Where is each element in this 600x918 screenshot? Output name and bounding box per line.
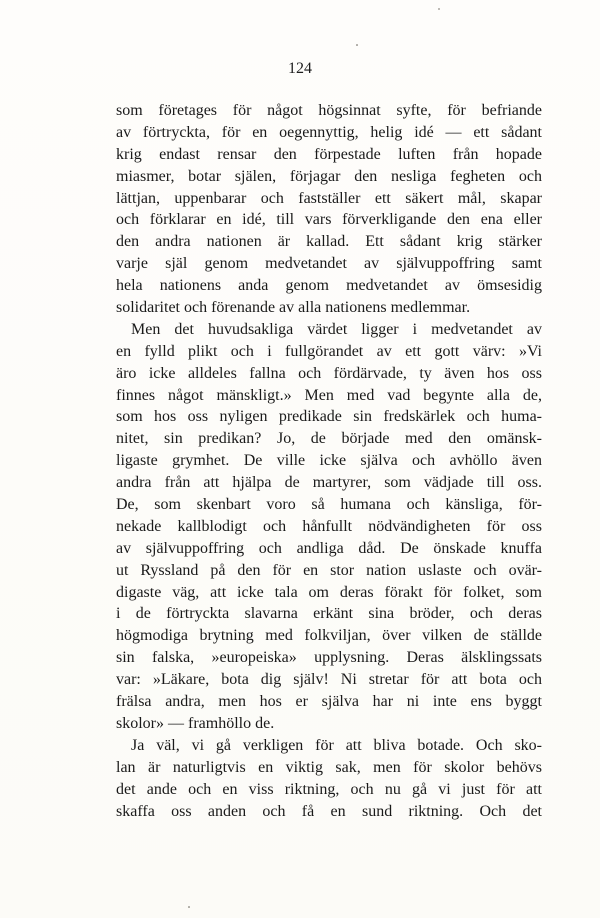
paper-speck xyxy=(438,8,440,10)
text-line: nekade kallblodigt och hånfullt nödvändigheten för oss xyxy=(116,517,542,535)
text-line: och förklarar en idé, till vars förverkligande den ena eller xyxy=(116,211,542,229)
text-line: sin falska, »europeiska» upplysning. Deras älsklingssats xyxy=(116,649,542,667)
text-line: i de förtryckta slavarna erkänt sina bröder, och deras xyxy=(116,605,542,623)
text-line: hela nationens anda genom medvetandet av ömsesidig xyxy=(116,277,542,295)
text-line: var: »Läkare, bota dig själv! Ni stretar för att bota och xyxy=(116,671,542,689)
text-line: en fylld plikt och i fullgörandet av ett gott värv: »Vi xyxy=(116,342,542,360)
text-line: av förtryckta, för en oegennyttig, helig idé — ett sådant xyxy=(116,123,542,141)
text-line: miasmer, botar själen, förjagar den nesliga fegheten och xyxy=(116,167,542,185)
text-line: ut Ryssland på den för en stor nation uslaste och ovär- xyxy=(116,561,542,579)
text-line: varje själ genom medvetandet av självuppoffring samt xyxy=(116,255,542,273)
text-line: krig endast rensar den förpestade luften från hopade xyxy=(116,145,542,163)
page-number: 124 xyxy=(288,60,312,77)
text-line: solidaritet och förenande av alla nationens medlemmar. xyxy=(116,299,471,317)
text-line: andra från att hjälpa de martyrer, som vädjade till oss. xyxy=(116,474,542,492)
text-line: skolor» — framhöllo de. xyxy=(116,714,275,732)
paper-speck xyxy=(356,44,358,46)
text-line: frälsa andra, men hos er själva har ni inte ens byggt xyxy=(116,693,542,711)
text-line: av självuppoffring och andliga dåd. De önskade knuffa xyxy=(116,539,542,557)
paper-speck xyxy=(188,906,190,908)
text-line: Men det huvudsakliga värdet ligger i medvetandet av xyxy=(131,320,542,338)
text-line: Ja väl, vi gå verkligen för att bliva botade. Och sko- xyxy=(131,736,542,754)
text-line: den andra nationen är kallad. Ett sådant krig stärker xyxy=(116,233,542,251)
text-line: som hos oss nyligen predikade sin fredskärlek och huma- xyxy=(116,408,542,426)
text-line: lättjan, uppenbarar och fastställer ett säkert mål, skapar xyxy=(116,189,542,207)
text-line: skaffa oss anden och få en sund riktning. Och det xyxy=(116,802,542,820)
body-text xyxy=(116,100,542,822)
text-line: äro icke alldeles fallna och fördärvade, ty även hos oss xyxy=(116,364,542,382)
text-line: det ande och en viss riktning, och nu gå vi just för att xyxy=(116,780,542,798)
text-line: lan är naturligtvis en viktig sak, men för skolor behövs xyxy=(116,758,542,776)
text-line: som företages för något högsinnat syfte, för befriande xyxy=(116,102,542,119)
text-line: ligaste grymhet. De ville icke själva och avhöllo även xyxy=(116,452,542,470)
text-line: högmodiga brytning med folkviljan, över vilken de ställde xyxy=(116,627,542,645)
text-line: finnes något mänskligt.» Men med vad begynte alla de, xyxy=(116,386,542,404)
text-line: digaste väg, att icke tala om deras förakt för folket, som xyxy=(116,583,542,601)
text-line: nitet, sin predikan? Jo, de började med den omänsk- xyxy=(116,430,542,448)
text-line: De, som skenbart voro så humana och känsliga, för- xyxy=(116,496,542,514)
